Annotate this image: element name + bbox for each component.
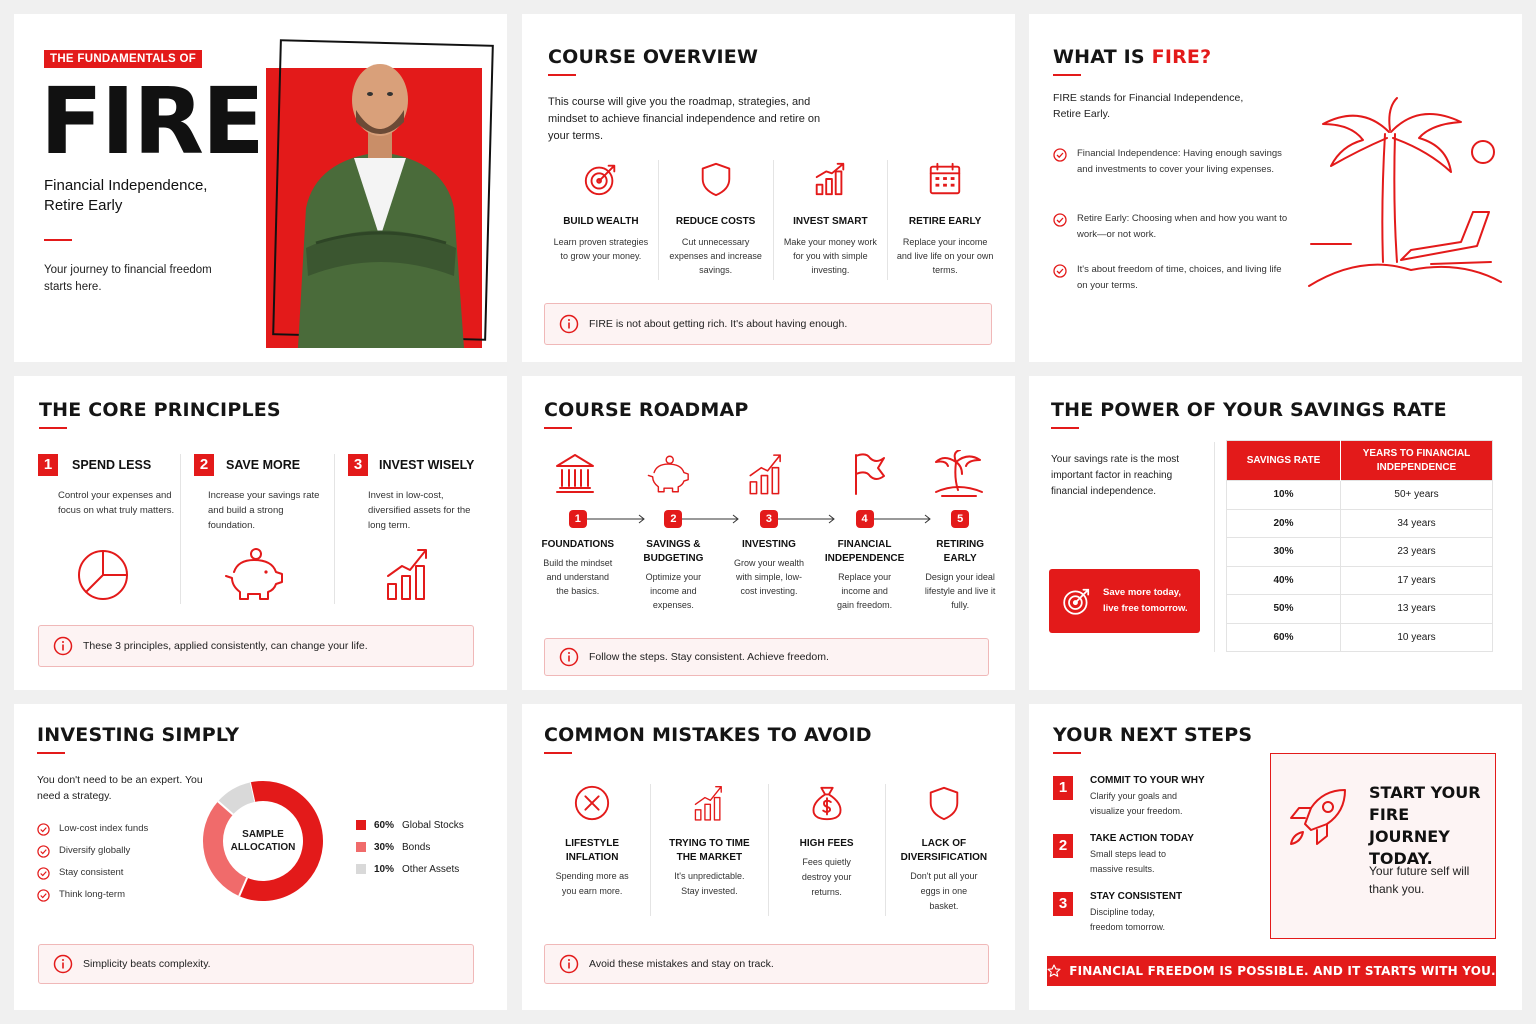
savings-cta-text: Save more today, live free tomorrow.	[1103, 587, 1188, 614]
roadmap-divider	[544, 427, 572, 429]
legend-swatch	[356, 820, 366, 830]
principles-card	[14, 376, 507, 690]
next-banner	[1047, 956, 1496, 986]
mistakes-items	[534, 784, 1002, 916]
mistakes-note-text: Avoid these mistakes and stay on track.	[589, 958, 774, 970]
pie-chart-icon	[76, 548, 130, 602]
info-icon	[559, 954, 579, 974]
mistake-item	[886, 784, 1002, 916]
hero-title: FIRE	[40, 68, 263, 175]
step-desc: Grow your wealth with simple, low-cost investing.	[733, 558, 804, 596]
info-icon	[53, 954, 73, 974]
donut-segment-other-assets	[225, 792, 252, 808]
savings-cta-box	[1049, 569, 1200, 633]
roadmap-note	[544, 638, 989, 676]
mistake-item	[534, 784, 651, 916]
overview-item-retire-early	[888, 160, 1002, 280]
step-number: 4	[856, 510, 874, 528]
legend-item	[356, 858, 496, 880]
next-cta-box	[1270, 753, 1496, 939]
principles-separator	[334, 454, 335, 604]
principle-desc: Invest in low-cost, diversified assets for the long term.	[368, 490, 471, 531]
next-cta-sub: Your future self will thank you.	[1369, 864, 1470, 896]
step-desc: Design your ideal lifestyle and live it fully.	[924, 572, 996, 610]
check-text: Low-cost index funds	[59, 823, 149, 834]
table-row	[1227, 566, 1493, 595]
roadmap-steps	[530, 510, 1008, 612]
rate-cell: 10%	[1227, 481, 1341, 510]
principles-note	[38, 625, 474, 667]
table-row	[1227, 623, 1493, 652]
overview-item-label: BUILD WEALTH	[563, 216, 639, 227]
investing-divider	[37, 752, 65, 754]
savings-desc: Your savings rate is the most important factor in reaching financial independence.	[1051, 454, 1180, 497]
table-row	[1227, 481, 1493, 510]
mistake-label: TRYING TO TIME THE MARKET	[669, 838, 750, 863]
next-banner-text: FINANCIAL FREEDOM IS POSSIBLE. AND IT STARTS WITH YOU.	[1069, 964, 1496, 978]
overview-item-label: REDUCE COSTS	[675, 216, 756, 227]
check-text: Think long-term	[59, 889, 125, 900]
savings-col-years: YEARS TO FINANCIAL INDEPENDENCE	[1362, 447, 1471, 473]
overview-item-desc: Replace your income and live life on your own terms.	[896, 237, 994, 275]
mistake-desc: It's unpredictable. Stay invested.	[674, 871, 745, 896]
info-icon	[559, 314, 579, 334]
step-label: INVESTING	[742, 539, 796, 550]
principles-separator	[180, 454, 181, 604]
overview-divider	[548, 74, 576, 76]
principle-desc: Increase your savings rate and build a strong foundation.	[208, 490, 320, 531]
mistake-label: HIGH FEES	[799, 838, 854, 849]
principle-number: 2	[194, 454, 214, 476]
palm-beach-icon	[1301, 94, 1511, 294]
savings-table	[1226, 440, 1493, 652]
overview-note	[544, 303, 992, 345]
what-title	[1053, 46, 1211, 68]
growth-chart-icon	[746, 452, 786, 496]
overview-item-label: RETIRE EARLY	[908, 216, 982, 227]
next-title: YOUR NEXT STEPS	[1053, 724, 1253, 746]
roadmap-step	[530, 510, 626, 612]
mistake-item	[651, 784, 768, 916]
years-cell: 17 years	[1397, 574, 1436, 586]
check-circle-icon	[1053, 148, 1067, 162]
legend-pct: 30%	[374, 841, 395, 853]
legend-name: Other Assets	[402, 863, 460, 875]
what-point	[1053, 211, 1288, 242]
rate-cell: 50%	[1227, 595, 1341, 624]
roadmap-note-text: Follow the steps. Stay consistent. Achieve freedom.	[589, 651, 829, 663]
next-divider	[1053, 752, 1081, 754]
next-step-label: TAKE ACTION TODAY	[1090, 833, 1194, 844]
rate-cell: 40%	[1227, 566, 1341, 595]
step-number: 1	[569, 510, 587, 528]
principles-note-text: These 3 principles, applied consistently, can change your life.	[83, 640, 368, 652]
legend-item	[356, 814, 496, 836]
years-cell: 23 years	[1397, 546, 1436, 558]
next-step	[1053, 892, 1253, 942]
next-step-number: 2	[1053, 834, 1073, 858]
next-step-desc: Clarify your goals and visualize your freedom.	[1090, 791, 1183, 816]
mistake-label: LACK OF DIVERSIFICATION	[900, 838, 988, 863]
what-title-a: WHAT IS	[1053, 46, 1152, 68]
legend-swatch	[356, 864, 366, 874]
bank-icon	[554, 452, 596, 496]
next-cta-title: START YOUR FIRE JOURNEY TODAY.	[1369, 783, 1481, 868]
what-card	[1029, 14, 1522, 362]
table-row	[1227, 595, 1493, 624]
overview-items	[544, 160, 1002, 280]
mistakes-title: COMMON MISTAKES TO AVOID	[544, 724, 872, 746]
check-circle-icon	[1053, 213, 1067, 227]
overview-item-invest-smart	[774, 160, 889, 280]
trend-chart-icon	[690, 784, 728, 822]
principle-label: INVEST WISELY	[379, 458, 475, 472]
years-cell: 50+ years	[1394, 489, 1439, 501]
star-icon	[1047, 964, 1061, 978]
what-point	[1053, 262, 1288, 293]
rate-cell: 30%	[1227, 538, 1341, 567]
step-label: SAVINGS & BUDGETING	[643, 539, 704, 564]
next-step	[1053, 776, 1253, 826]
check-text: Stay consistent	[59, 867, 124, 878]
what-title-b: FIRE?	[1151, 46, 1212, 68]
roadmap-title: COURSE ROADMAP	[544, 399, 749, 421]
roadmap-step	[721, 510, 817, 612]
calendar-icon	[926, 160, 964, 198]
next-step-label: COMMIT TO YOUR WHY	[1090, 775, 1205, 786]
savings-title: THE POWER OF YOUR SAVINGS RATE	[1051, 399, 1447, 421]
legend-name: Global Stocks	[402, 819, 464, 831]
allocation-legend	[356, 814, 496, 880]
what-point-text: It's about freedom of time, choices, and living life on your terms.	[1077, 264, 1282, 291]
principle-label: SPEND LESS	[72, 458, 152, 472]
step-number: 3	[760, 510, 778, 528]
next-step-number: 3	[1053, 892, 1073, 916]
overview-intro: This course will give you the roadmap, strategies, and mindset to achieve financial independence and retire on your terms.	[548, 96, 821, 142]
mistake-label: LIFESTYLE INFLATION	[565, 838, 620, 863]
overview-note-text: FIRE is not about getting rich. It's about having enough.	[589, 318, 848, 330]
rate-cell: 20%	[1227, 509, 1341, 538]
bar-chart-icon	[811, 160, 849, 198]
hero-tagline: Your journey to financial freedom starts here.	[44, 264, 212, 293]
overview-item-desc: Make your money work for you with simple investing.	[783, 237, 877, 275]
step-desc: Replace your income and gain freedom.	[837, 572, 893, 610]
next-step-label: STAY CONSISTENT	[1090, 891, 1183, 902]
what-divider	[1053, 74, 1081, 76]
next-step-desc: Discipline today, freedom tomorrow.	[1090, 907, 1166, 932]
legend-swatch	[356, 842, 366, 852]
hero-subtitle: Financial Independence, Retire Early	[44, 177, 208, 214]
next-card	[1029, 704, 1522, 1010]
overview-card	[522, 14, 1015, 362]
step-number: 5	[951, 510, 969, 528]
table-row	[1227, 538, 1493, 567]
what-point	[1053, 146, 1288, 177]
rate-cell: 60%	[1227, 623, 1341, 652]
hero-divider	[44, 239, 72, 241]
years-cell: 10 years	[1397, 631, 1436, 643]
x-circle-icon	[573, 784, 611, 822]
piggy-bank-icon	[224, 546, 286, 602]
mistake-desc: Fees quietly destroy your returns.	[801, 857, 852, 897]
next-step-desc: Small steps lead to massive results.	[1090, 849, 1167, 874]
overview-title: COURSE OVERVIEW	[548, 46, 759, 68]
principle-spend-less	[38, 454, 180, 610]
overview-item-desc: Learn proven strategies to grow your money.	[553, 237, 649, 261]
step-label: FOUNDATIONS	[541, 539, 615, 550]
principles-divider	[39, 427, 67, 429]
next-step	[1053, 834, 1253, 884]
mistake-desc: Spending more as you earn more.	[555, 871, 629, 896]
principle-desc: Control your expenses and focus on what truly matters.	[58, 490, 175, 516]
flag-icon	[848, 452, 888, 496]
check-item	[37, 884, 187, 906]
check-circle-icon	[37, 823, 50, 836]
mistakes-card	[522, 704, 1015, 1010]
piggy-bank-icon	[647, 452, 691, 496]
overview-item-reduce-costs	[659, 160, 774, 280]
overview-item-build-wealth	[544, 160, 659, 280]
check-item	[37, 840, 187, 862]
check-circle-icon	[37, 867, 50, 880]
target-icon	[582, 160, 620, 198]
investing-note-text: Simplicity beats complexity.	[83, 958, 211, 970]
roadmap-step	[626, 510, 722, 612]
legend-pct: 60%	[374, 819, 395, 831]
overview-item-desc: Cut unnecessary expenses and increase savings.	[669, 237, 762, 275]
mistakes-divider	[544, 752, 572, 754]
hero-card	[14, 14, 507, 362]
savings-card	[1029, 376, 1522, 690]
legend-pct: 10%	[374, 863, 395, 875]
check-circle-icon	[1053, 264, 1067, 278]
mistakes-note	[544, 944, 989, 984]
bar-chart-icon	[384, 546, 432, 602]
portrait-illustration	[276, 48, 486, 348]
check-circle-icon	[37, 845, 50, 858]
shield-icon	[925, 784, 963, 822]
table-row	[1227, 509, 1493, 538]
island-icon	[932, 450, 986, 498]
what-definition: FIRE stands for Financial Independence, Retire Early.	[1053, 92, 1244, 120]
principle-number: 1	[38, 454, 58, 476]
step-label: FINANCIAL INDEPENDENCE	[824, 539, 905, 564]
investing-checks	[37, 818, 187, 906]
mistake-desc: Don't put all your eggs in one basket.	[910, 871, 978, 911]
savings-separator	[1214, 442, 1215, 652]
legend-item	[356, 836, 496, 858]
step-desc: Optimize your income and expenses.	[645, 572, 702, 610]
years-cell: 34 years	[1397, 517, 1436, 529]
target-icon	[1061, 585, 1093, 617]
shield-icon	[697, 160, 735, 198]
money-bag-icon	[808, 784, 846, 822]
investing-title: INVESTING SIMPLY	[37, 724, 240, 746]
investing-card	[14, 704, 507, 1010]
principle-number: 3	[348, 454, 368, 476]
step-desc: Build the mindset and understand the basics.	[543, 558, 613, 596]
info-icon	[53, 636, 73, 656]
roadmap-card	[522, 376, 1015, 690]
roadmap-step	[912, 510, 1008, 612]
check-circle-icon	[37, 889, 50, 902]
principle-save-more	[194, 454, 336, 610]
roadmap-step	[817, 510, 913, 612]
what-point-text: Financial Independence: Having enough savings and investments to cover your living expenses.	[1077, 148, 1282, 175]
years-cell: 13 years	[1397, 603, 1436, 615]
savings-divider	[1051, 427, 1079, 429]
principle-label: SAVE MORE	[226, 458, 301, 472]
check-item	[37, 862, 187, 884]
donut-label: SAMPLE ALLOCATION	[230, 829, 296, 853]
step-label: RETIRING EARLY	[936, 539, 985, 564]
check-text: Diversify globally	[59, 845, 131, 856]
investing-note	[38, 944, 474, 984]
info-icon	[559, 647, 579, 667]
legend-name: Bonds	[402, 841, 431, 853]
principle-invest-wisely	[348, 454, 490, 610]
savings-col-rate: SAVINGS RATE	[1227, 441, 1341, 481]
mistake-item	[769, 784, 886, 916]
principles-title: THE CORE PRINCIPLES	[39, 399, 281, 421]
what-point-text: Retire Early: Choosing when and how you want to work—or not work.	[1077, 213, 1288, 240]
hero-tag: THE FUNDAMENTALS OF	[44, 50, 202, 68]
step-number: 2	[664, 510, 682, 528]
overview-item-label: INVEST SMART	[793, 216, 868, 227]
investing-intro: You don't need to be an expert. You need a strategy.	[37, 774, 203, 802]
rocket-icon	[1285, 784, 1351, 850]
check-item	[37, 818, 187, 840]
next-step-number: 1	[1053, 776, 1073, 800]
